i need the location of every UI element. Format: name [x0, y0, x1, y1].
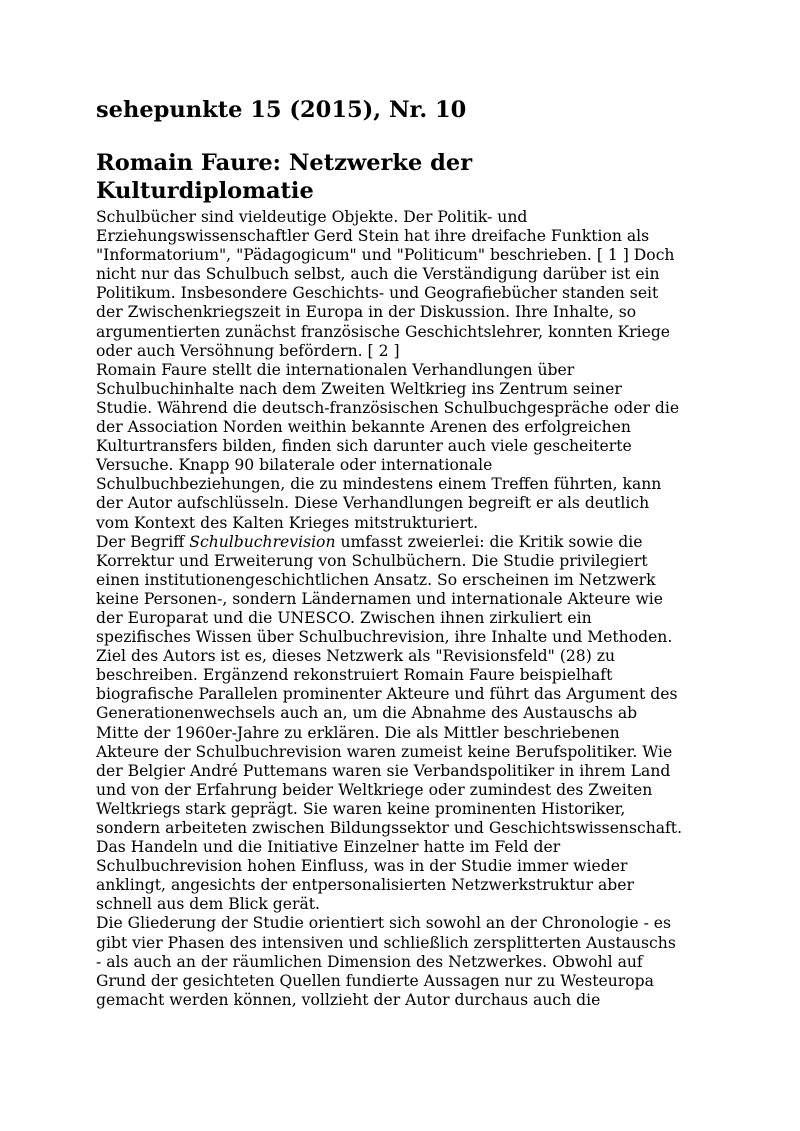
body-line: einen institutionengeschichtlichen Ansatz. So erscheinen im Netzwerk [96, 570, 656, 589]
body-line: Erziehungswissenschaftler Gerd Stein hat ihre dreifache Funktion als [96, 227, 650, 246]
body-line: argumentierten zunächst französische Geschichtslehrer, konnten Kriege [96, 322, 671, 341]
term-prefix: Der Begriff [96, 532, 190, 551]
body-line: - als auch an der räumlichen Dimension des Netzwerkes. Obwohl auf [96, 952, 643, 971]
body-line: Schulbuchrevision hohen Einfluss, was in der Studie immer wieder [96, 857, 628, 876]
body-line: nicht nur das Schulbuch selbst, auch die Verständigung darüber ist ein [96, 265, 660, 284]
article-title [96, 149, 716, 205]
body-line: anklingt, angesichts der entpersonalisierten Netzwerkstruktur aber [96, 876, 634, 895]
body-line: Weltkriegs stark geprägt. Sie waren keine prominenten Historiker, [96, 799, 626, 818]
article-body [96, 208, 716, 1010]
body-line: Schulbuchbeziehungen, die zu mindestens einem Treffen führten, kann [96, 475, 662, 494]
body-line: Politikum. Insbesondere Geschichts- und Geografiebücher standen seit [96, 284, 659, 303]
body-line: Kulturtransfers bilden, finden sich darunter auch viele gescheiterte [96, 437, 632, 456]
body-line: Mitte der 1960er-Jahre zu erklären. Die als Mittler beschriebenen [96, 723, 620, 742]
body-line: der Autor aufschlüsseln. Diese Verhandlungen begreift er als deutlich [96, 494, 650, 513]
article-title-line: Romain Faure: Netzwerke der [96, 150, 473, 176]
body-line: der Zwischenkriegszeit in Europa in der Diskussion. Ihre Inhalte, so [96, 303, 637, 322]
body-line-term [96, 533, 716, 552]
body-line: oder auch Versöhnung befördern. [ 2 ] [96, 341, 400, 360]
term-italic: Schulbuchrevision [189, 532, 336, 551]
body-line: spezifisches Wissen über Schulbuchrevision, ihre Inhalte und Methoden. [96, 628, 673, 647]
body-line: Grund der gesichteten Quellen fundierte Aussagen nur zu Westeuropa [96, 971, 654, 990]
body-line: schnell aus dem Blick gerät. [96, 895, 320, 914]
body-line: Generationenwechsels auch an, um die Abnahme des Austauschs ab [96, 704, 638, 723]
body-line: sondern arbeiteten zwischen Bildungssektor und Geschichtswissenschaft. [96, 819, 683, 837]
body-line: Das Handeln und die Initiative Einzelner hatte im Feld der [96, 838, 561, 857]
body-line: Korrektur und Erweiterung von Schulbüchern. Die Studie privilegiert [96, 551, 648, 570]
document-page [96, 96, 716, 1010]
body-line: biografische Parallelen prominenter Akteure und führt das Argument des [96, 685, 678, 704]
body-line: keine Personen-, sondern Ländernamen und internationale Akteure wie [96, 589, 664, 608]
body-line: der Association Norden weithin bekannte Arenen des erfolgreichen [96, 418, 631, 437]
body-line: Akteure der Schulbuchrevision waren zumeist keine Berufspolitiker. Wie [96, 742, 673, 761]
term-suffix: umfasst zweierlei: die Kritik sowie die [335, 532, 643, 551]
body-line: Schulbücher sind vieldeutige Objekte. Der Politik- und [96, 208, 528, 226]
body-line: der Europarat und die UNESCO. Zwischen ihnen zirkuliert ein [96, 608, 592, 627]
body-line: gibt vier Phasen des intensiven und schließlich zersplitterten Austauschs [96, 933, 676, 952]
body-line: und von der Erfahrung beider Weltkriege oder zumindest des Zweiten [96, 780, 653, 799]
body-line: vom Kontext des Kalten Krieges mitstrukturiert. [96, 513, 479, 532]
body-line: Ziel des Autors ist es, dieses Netzwerk als "Revisionsfeld" (28) zu [96, 647, 616, 666]
body-line: Romain Faure stellt die internationalen Verhandlungen über [96, 360, 575, 379]
body-line: Studie. Während die deutsch-französischen Schulbuchgespräche oder die [96, 398, 680, 417]
body-line: "Informatorium", "Pädagogicum" und "Politicum" beschrieben. [ 1 ] Doch [96, 246, 675, 265]
body-line: Schulbuchinhalte nach dem Zweiten Weltkrieg ins Zentrum seiner [96, 379, 622, 398]
body-line: Versuche. Knapp 90 bilaterale oder internationale [96, 456, 493, 475]
body-line: gemacht werden können, vollzieht der Autor durchaus auch die [96, 990, 601, 1009]
body-line: beschreiben. Ergänzend rekonstruiert Romain Faure beispielhaft [96, 666, 613, 685]
article-title-line: Kulturdiplomatie [96, 178, 314, 204]
issue-heading: sehepunkte 15 (2015), Nr. 10 [96, 97, 467, 123]
body-line: Die Gliederung der Studie orientiert sich sowohl an der Chronologie - es [96, 914, 672, 933]
body-line: der Belgier André Puttemans waren sie Verbandspolitiker in ihrem Land [96, 761, 671, 780]
